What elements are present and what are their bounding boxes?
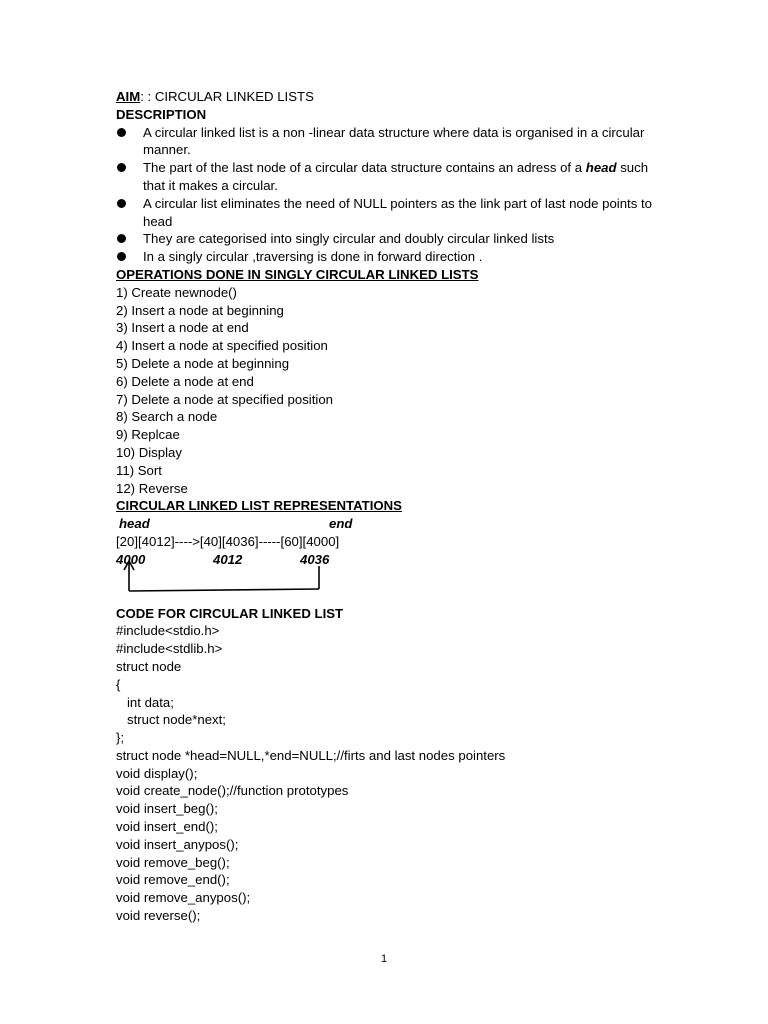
code-line: }; — [116, 730, 125, 746]
aim-text: : : CIRCULAR LINKED LISTS — [140, 89, 314, 104]
operation-item: 6) Delete a node at end — [116, 373, 254, 389]
bullet-text: A circular list eliminates the need of NULL pointers as the link part of last node points to head — [143, 195, 652, 229]
bullet-icon — [117, 234, 126, 243]
bullet-item — [116, 124, 656, 160]
bullet-item — [116, 195, 656, 231]
operation-item: 2) Insert a node at beginning — [116, 302, 284, 318]
code-line: void display(); — [116, 765, 198, 781]
operation-item: 12) Reverse — [116, 480, 188, 496]
operation-item: 11) Sort — [116, 462, 162, 478]
code-line: struct node*next; — [116, 712, 226, 728]
arrow-bottom-line — [129, 589, 319, 591]
address-label: 4012 — [213, 551, 243, 567]
code-line: void insert_beg(); — [116, 801, 218, 817]
aim-label: AIM — [116, 89, 141, 104]
bullet-icon — [117, 163, 126, 172]
node-chain: [20][4012]---->[40][4036]-----[60][4000] — [116, 533, 340, 549]
code-block — [116, 622, 656, 925]
operations-heading: OPERATIONS DONE IN SINGLY CIRCULAR LINKED LISTS — [116, 266, 479, 282]
bullet-text-part: The part of the last node of a circular data structure contains an adress of a — [143, 160, 586, 176]
bullet-icon — [117, 199, 126, 208]
code-line: { — [116, 676, 121, 692]
code-line: void insert_anypos(); — [116, 836, 239, 852]
description-heading: DESCRIPTION — [116, 106, 207, 122]
representation-labels — [116, 515, 656, 533]
bullet-emphasis: head — [585, 160, 617, 176]
bullet-icon — [117, 128, 126, 137]
document-page — [116, 88, 656, 925]
bullet-text: A circular linked list is a non -linear data structure where data is organised in a circular manner. — [143, 124, 645, 158]
code-heading: CODE FOR CIRCULAR LINKED LIST — [116, 605, 344, 621]
code-line: #include<stdlib.h> — [116, 641, 223, 657]
bullet-text-part: such that it makes a circular. — [143, 160, 649, 193]
code-line: void reverse(); — [116, 908, 201, 924]
operation-item: 3) Insert a node at end — [116, 320, 249, 336]
operation-item: 9) Replcae — [116, 427, 180, 443]
code-line: void remove_beg(); — [116, 854, 230, 870]
operation-item: 8) Search a node — [116, 409, 218, 425]
operation-item: 10) Display — [116, 444, 182, 460]
aim-line — [116, 88, 656, 106]
page-number: 1 — [380, 953, 388, 965]
code-line: #include<stdio.h> — [116, 623, 220, 639]
head-label: head — [119, 516, 150, 532]
code-line: struct node — [116, 658, 182, 674]
code-line: void remove_anypos(); — [116, 890, 251, 906]
code-line: void insert_end(); — [116, 819, 218, 835]
end-label: end — [329, 516, 353, 532]
operations-list — [116, 284, 656, 498]
representation-heading: CIRCULAR LINKED LIST REPRESENTATIONS — [116, 498, 402, 514]
bullet-text — [143, 159, 656, 195]
code-line: int data; — [116, 694, 174, 710]
code-line: struct node *head=NULL,*end=NULL;//firts and last nodes pointers — [116, 747, 506, 763]
address-label: 4000 — [116, 551, 146, 567]
bullet-text: In a singly circular ,traversing is done in forward direction . — [143, 249, 483, 265]
bullet-icon — [117, 252, 126, 261]
bullet-item — [116, 159, 656, 195]
code-line: void remove_end(); — [116, 872, 230, 888]
operation-item: 1) Create newnode() — [116, 284, 237, 300]
address-label: 4036 — [300, 551, 330, 567]
operation-item: 7) Delete a node at specified position — [116, 391, 334, 407]
bullet-item — [116, 230, 656, 248]
bullet-text: They are categorised into singly circular and doubly circular linked lists — [143, 231, 555, 247]
circular-link-arrow — [116, 558, 336, 598]
operation-item: 4) Insert a node at specified position — [116, 338, 328, 354]
bullet-item — [116, 248, 656, 266]
code-line: void create_node();//function prototypes — [116, 783, 349, 799]
operation-item: 5) Delete a node at beginning — [116, 355, 290, 371]
